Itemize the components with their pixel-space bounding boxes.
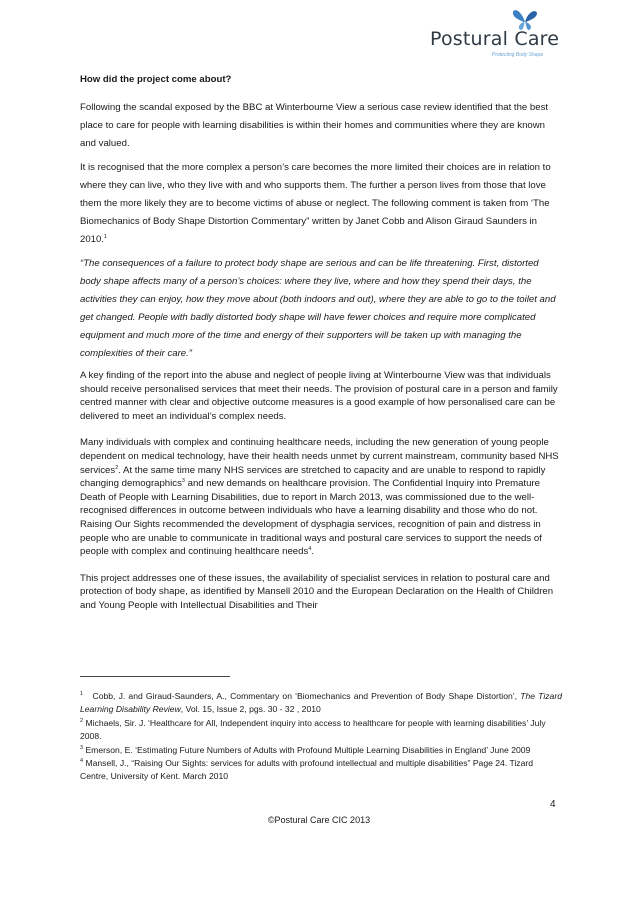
footnote-3 [80,744,562,757]
page-number: 4 [550,799,556,810]
paragraph-4-part-b: . At the same time many NHS services are stretched to capacity and are unable to respond to rapidly changing demographics [80,464,546,490]
paragraph-5: This project addresses one of these issues, the availability of specialist services in relation to postural care and protection of body shape, as identified by Mansell 2010 and the European Declaration on the Health of Children and Young People with Intellectual Disabilities and Their [80,572,554,611]
footnotes [80,690,562,784]
footnote-1-journal: The Tizard Learning Disability Review [80,691,562,715]
footnote-divider [80,676,230,677]
paragraph-1: Following the scandal exposed by the BBC at Winterbourne View a serious case review identified that the best place to care for people with learning disabilities is within their homes and communities where they are known and valued. [80,102,549,149]
paragraph-4 [80,436,562,558]
logo-wordmark: Postural Care [430,28,560,50]
section-heading: How did the project come about? [80,74,232,85]
paragraph-2-text: It is recognised that the more complex a person’s care becomes the more limited their choices are in relation to where they can live, who they live with and who supports them. The further a person lives from those that love them the more likely they are to become victims of abuse or neglect. The following comment is taken from ‘The Biomechanics of Body Shape Distortion Commentary” written by Janet Cobb and Alison Giraud Saunders in 2010. [80,162,551,245]
paragraph-4-part-a: Many individuals with complex and continuing healthcare needs, including the new generation of young people dependent on medical technology, have their health needs unmet by current mainstream, community based NHS services [80,437,559,476]
quote-paragraph: “The consequences of a failure to protect body shape are serious and can be life threatening. First, distorted body shape affects many of a person’s choices: where they live, where and how they spend their days, the activities they can enjoy, how they move about (both indoors and out), where they are able to go to the toilet and get changed. People with badly distorted body shape will have fewer choices and require more complicated equipment and much more of the time and energy of their supporters will be taken up with managing the complexities of their care.” [80,258,556,359]
paragraph-4-part-c: and new demands on healthcare provision. The Confidential Inquiry into Premature Death of People with Learning Disabilities, due to report in March 2013, was commissioned due to the well-recognised differences in outcome between individuals who have a learning disability and those who do not. Raising Our Sights recommended the development of dysphagia services, recognition of pain and distress in people who are unable to communicate in traditional ways and postural care services to support the needs of people with complex and continuing healthcare needs [80,478,542,558]
paragraph-4-part-d: . [311,546,315,558]
footnote-1-text-a: Cobb, J. and Giraud-Saunders, A., Commentary on ‘Biomechanics and Prevention of Body Shape Distortion’, [92,691,521,701]
postural-care-logo [428,8,578,64]
footnote-1 [80,690,562,717]
footnote-3-text: Emerson, E. ‘Estimating Future Numbers of Adults with Profound Multiple Learning Disabilities in England’ June 2009 [83,744,531,755]
footnote-4-text: Mansell, J., “Raising Our Sights: services for adults with profound intellectual and multiple disabilities” Page 24. Tizard Centre, University of Kent. March 2010 [80,758,534,782]
footnote-3-number: 3 [80,744,84,751]
footnote-1-number: 1 [80,691,84,697]
footnote-1-text-b: , Vol. 15, Issue 2, pgs. 30 - 32 , 2010 [180,704,321,715]
footnote-ref-2: 2 [115,464,119,471]
footnote-4 [80,757,562,784]
paragraph-2 [80,159,562,249]
paragraph-3: A key finding of the report into the abuse and neglect of people living at Winterbourne View was that individuals should receive personalised services that meet their needs. The provision of postural care in a person and family centred manner with clear and objective outcome measures is a good example of how personalised care can be delivered to meet an individual’s complex needs. [80,370,558,422]
footnote-2-number: 2 [80,717,84,724]
logo-tagline: Protecting Body Shape [492,52,544,58]
footnote-2 [80,717,562,744]
footnote-ref-1: 1 [104,234,108,240]
page-body [80,73,562,613]
footnote-2-text: Michaels, Sir. J. ‘Healthcare for All, Independent inquiry into access to healthcare for people with learning disabilities’ July 2008. [80,717,546,742]
footnote-ref-3: 3 [181,478,185,485]
footnote-ref-4: 4 [308,546,312,553]
footnote-4-number: 4 [80,758,84,765]
copyright-footer: ©Postural Care CIC 2013 [267,815,371,825]
